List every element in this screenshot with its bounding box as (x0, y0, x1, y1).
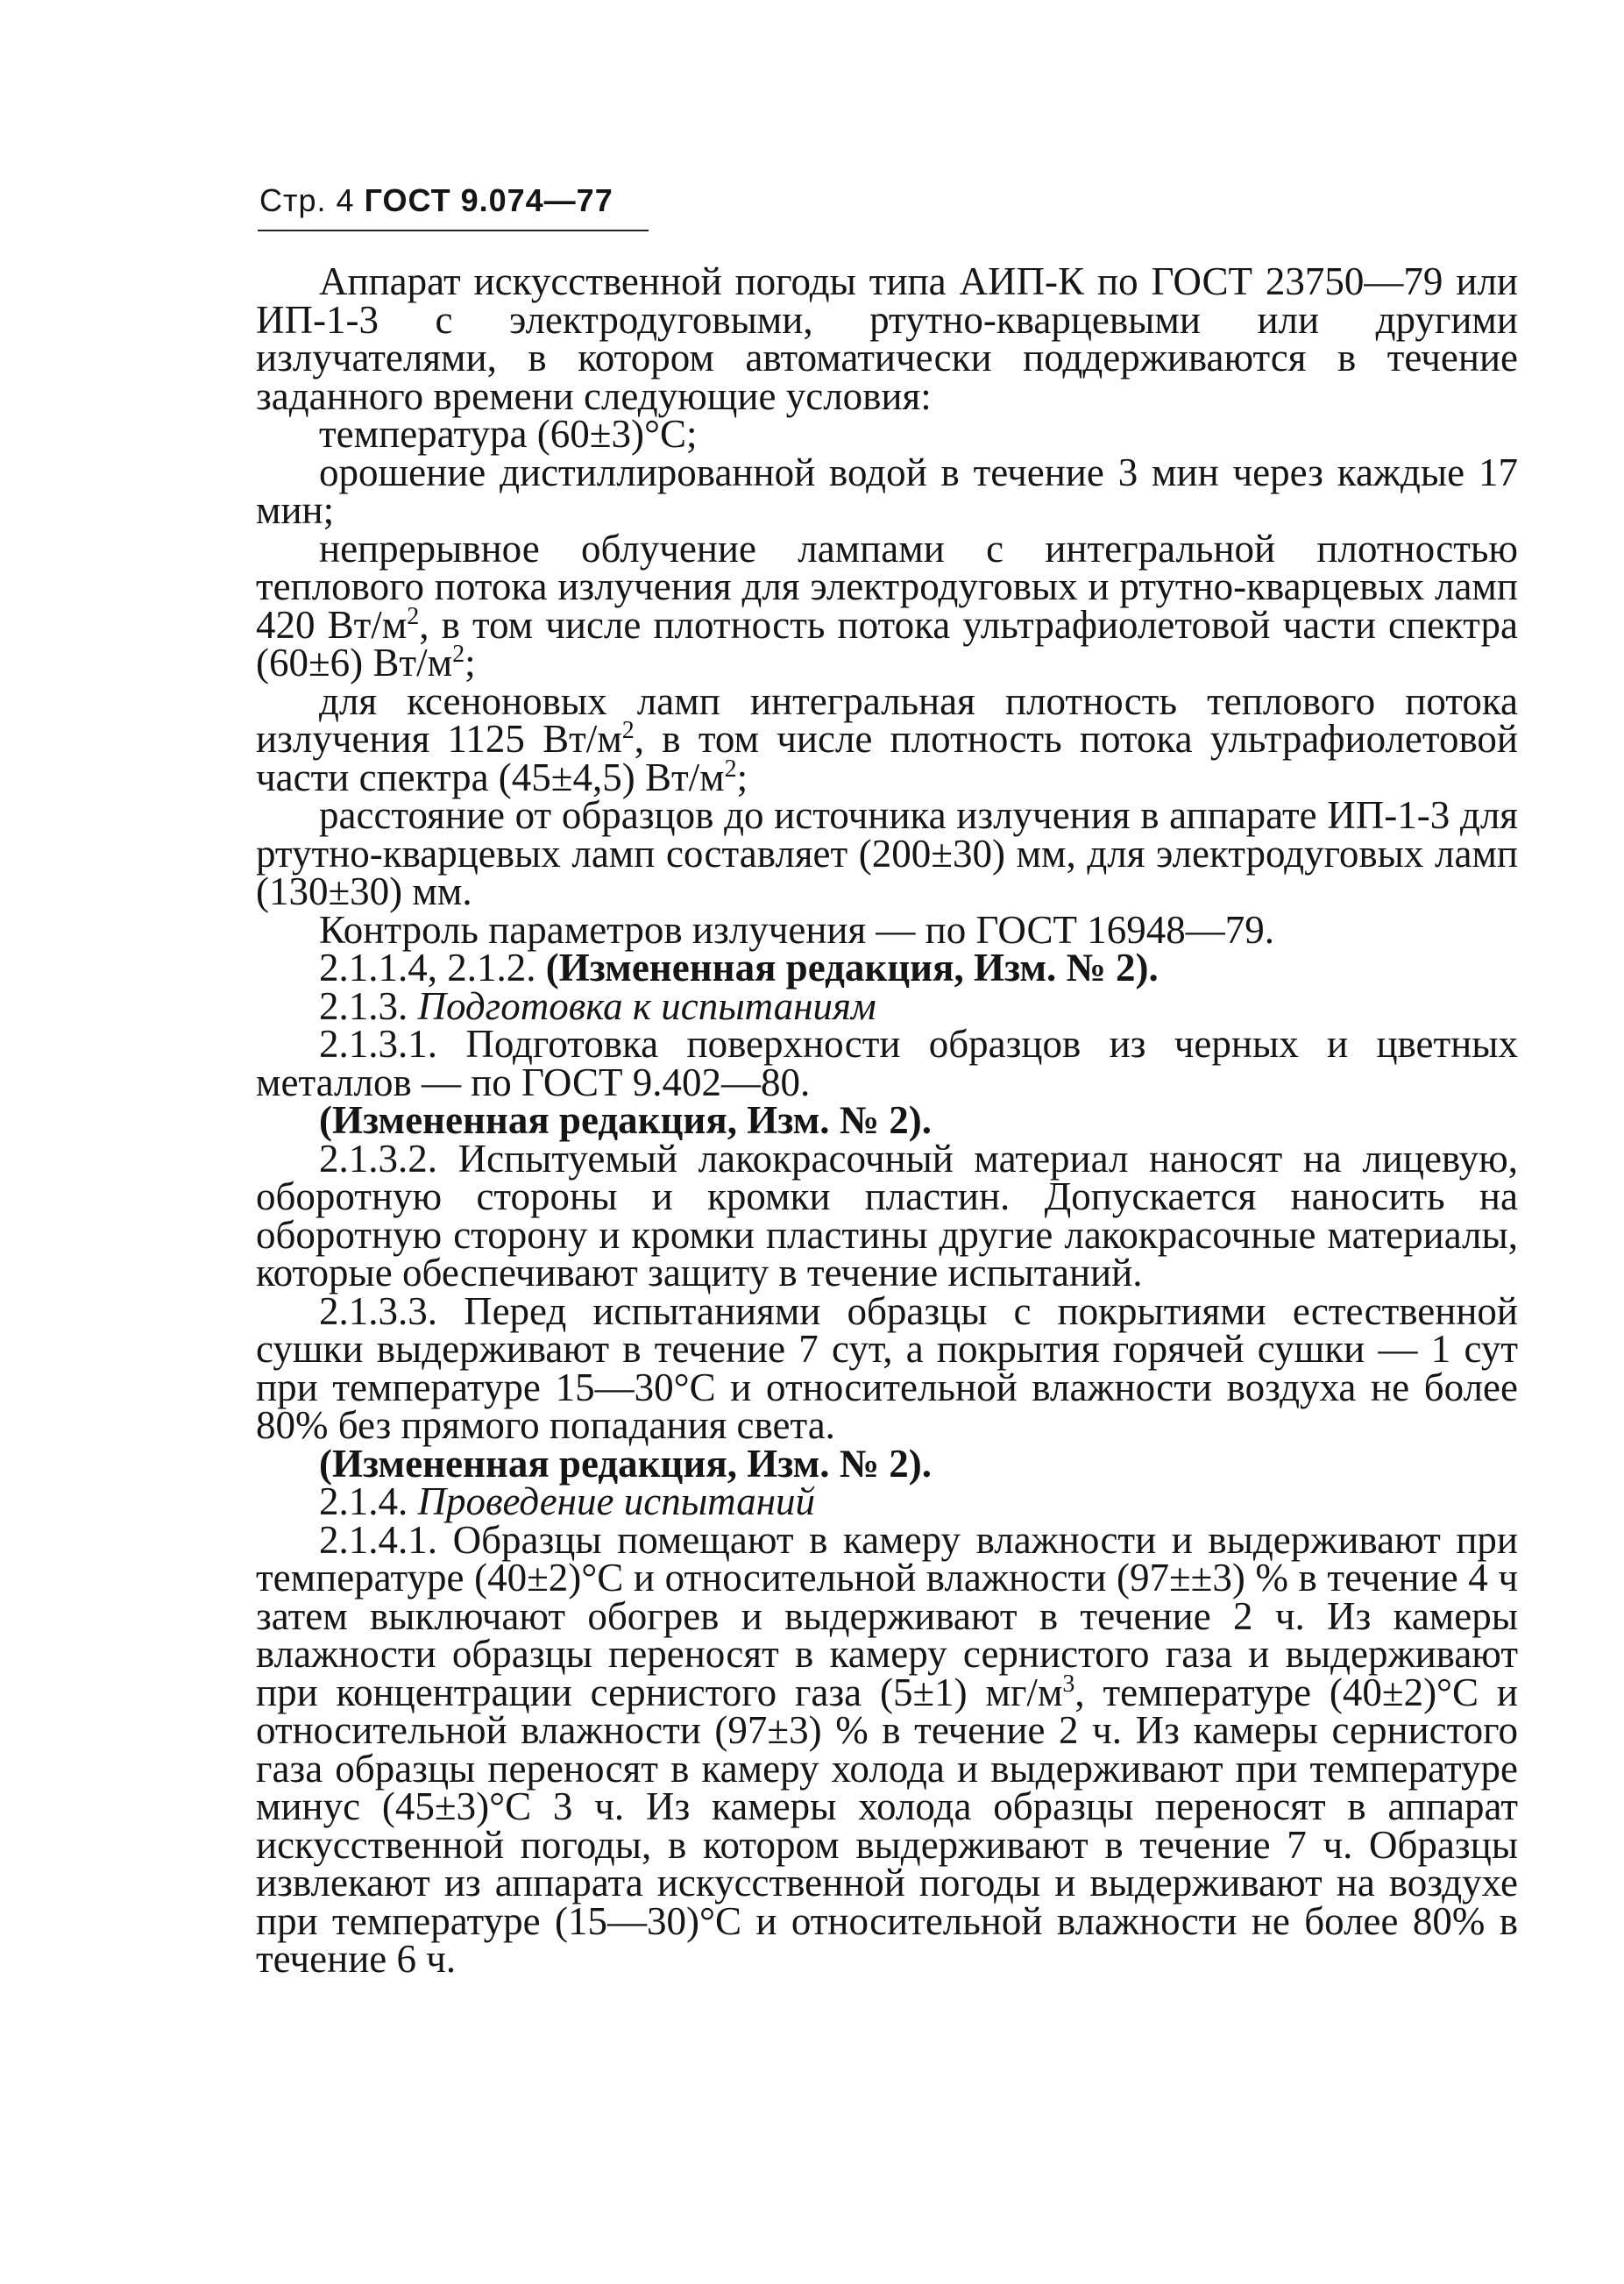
text-run: ; (736, 755, 748, 799)
text-run: для ксеноновых ламп интегральная плотность теплового потока излучения 1125 Вт/м (256, 678, 1518, 761)
section-title: Подготовка к испытаниям (417, 983, 876, 1028)
text-run: ; (465, 641, 476, 684)
condition-irrigation: орошение дистиллированной водой в течение 3 мин через каждые 17 мин; (256, 450, 1518, 532)
condition-temperature: температура (60±3)°С; (319, 412, 698, 456)
page-number: Стр. 4 (259, 182, 355, 218)
paragraph-radiation-control: Контроль параметров излучения — по ГОСТ 16948—79. (319, 907, 1274, 952)
edit-note: (Измененная редакция, Изм. № 2). (545, 946, 1159, 989)
text-run: 2.1.4.1. Образцы помещают в камеру влажности и выдерживают при температуре (40±2)°С и относительной влажности (97±±3) % в течение 4 ч затем выключают обогрев и выдерживают в течение 2 ч. Из камеры влажности образцы переносят в камеру сернистого газа и выдерживают при концентрации сернистого газа (5±1) мг/м (256, 1517, 1518, 1714)
text-run: непрерывное облучение лампами с интегральной плотностью теплового потока излучения для электродуговых и ртутно-кварцевых ламп 420 Вт/м (256, 526, 1518, 647)
clause-number: 2.1.1.4, 2.1.2. (319, 946, 536, 989)
edit-note-2131: (Измененная редакция, Изм. № 2). (319, 1098, 933, 1142)
superscript: 2 (724, 755, 737, 783)
header-rule (258, 230, 649, 231)
paragraph-2141 (256, 1517, 1518, 1981)
paragraph-apparatus: Аппарат искусственной погоды типа АИП-К по ГОСТ 23750—79 или ИП-1-3 с электродуговыми, ртутно-кварцевыми или другими излучателями, в котором автоматически поддерживаются в течение заданного времени следующие условия: (256, 259, 1518, 418)
condition-irradiation (256, 526, 1518, 684)
superscript: 3 (1062, 1670, 1075, 1698)
superscript: 2 (621, 717, 635, 744)
text-run: , в том числе плотность потока ультрафиолетовой части спектра (60±6) Вт/м (256, 602, 1518, 684)
paragraph-2131: 2.1.3.1. Подготовка поверхности образцов из черных и цветных металлов — по ГОСТ 9.402—80. (256, 1022, 1518, 1104)
edit-note-2133: (Измененная редакция, Изм. № 2). (319, 1441, 933, 1486)
text-run: , температуре (40±2)°С и относительной влажности (97±3) % в течение 2 ч. Из камеры сернистого газа образцы переносят в камеру холода и выдерживают при температуре минус (45±3)°С 3 ч. Из камеры холода образцы переносят в аппарат искусственной погоды, в котором выдерживают в течение 7 ч. Образцы извлекают из аппарата искусственной погоды и выдерживают на воздухе при температуре (15—30)°С и относительной влажности не более 80% в течение 6 ч. (256, 1670, 1518, 1981)
superscript: 2 (452, 641, 465, 668)
superscript: 2 (407, 602, 420, 630)
section-title: Проведение испытаний (417, 1479, 816, 1523)
text-run: , в том числе плотность потока ультрафиолетовой части спектра (45±4,5) Вт/м (256, 717, 1518, 799)
paragraph-2133: 2.1.3.3. Перед испытаниями образцы с покрытиями естественной сушки выдерживают в течение 7 сут, а покрытия горячей сушки — 1 сут при температуре 15—30°С и относительной влажности воздуха не более 80% без прямого попадания света. (256, 1288, 1518, 1447)
section-number: 2.1.3. (319, 983, 408, 1028)
paragraph-2132: 2.1.3.2. Испытуемый лакокрасочный материал наносят на лицевую, оборотную стороны и кромки пластин. Допускается наносить на оборотную сторону и кромки пластины другие лакокрасочные материалы, которые обеспечивают защиту в течение испытаний. (256, 1136, 1518, 1295)
section-number: 2.1.4. (319, 1479, 408, 1523)
paragraph-edit-2114 (256, 946, 1518, 989)
section-heading-214 (256, 1479, 1518, 1523)
section-heading-213 (256, 983, 1518, 1028)
page-header (259, 182, 613, 219)
gost-designation: ГОСТ 9.074—77 (364, 182, 613, 218)
condition-xenon-lamps (256, 678, 1518, 799)
document-body (256, 259, 1518, 1981)
condition-distance: расстояние от образцов до источника излучения в аппарате ИП-1-3 для ртутно-кварцевых ламп составляет (200±30) мм, для электродуговых ламп (130±30) мм. (256, 793, 1518, 913)
